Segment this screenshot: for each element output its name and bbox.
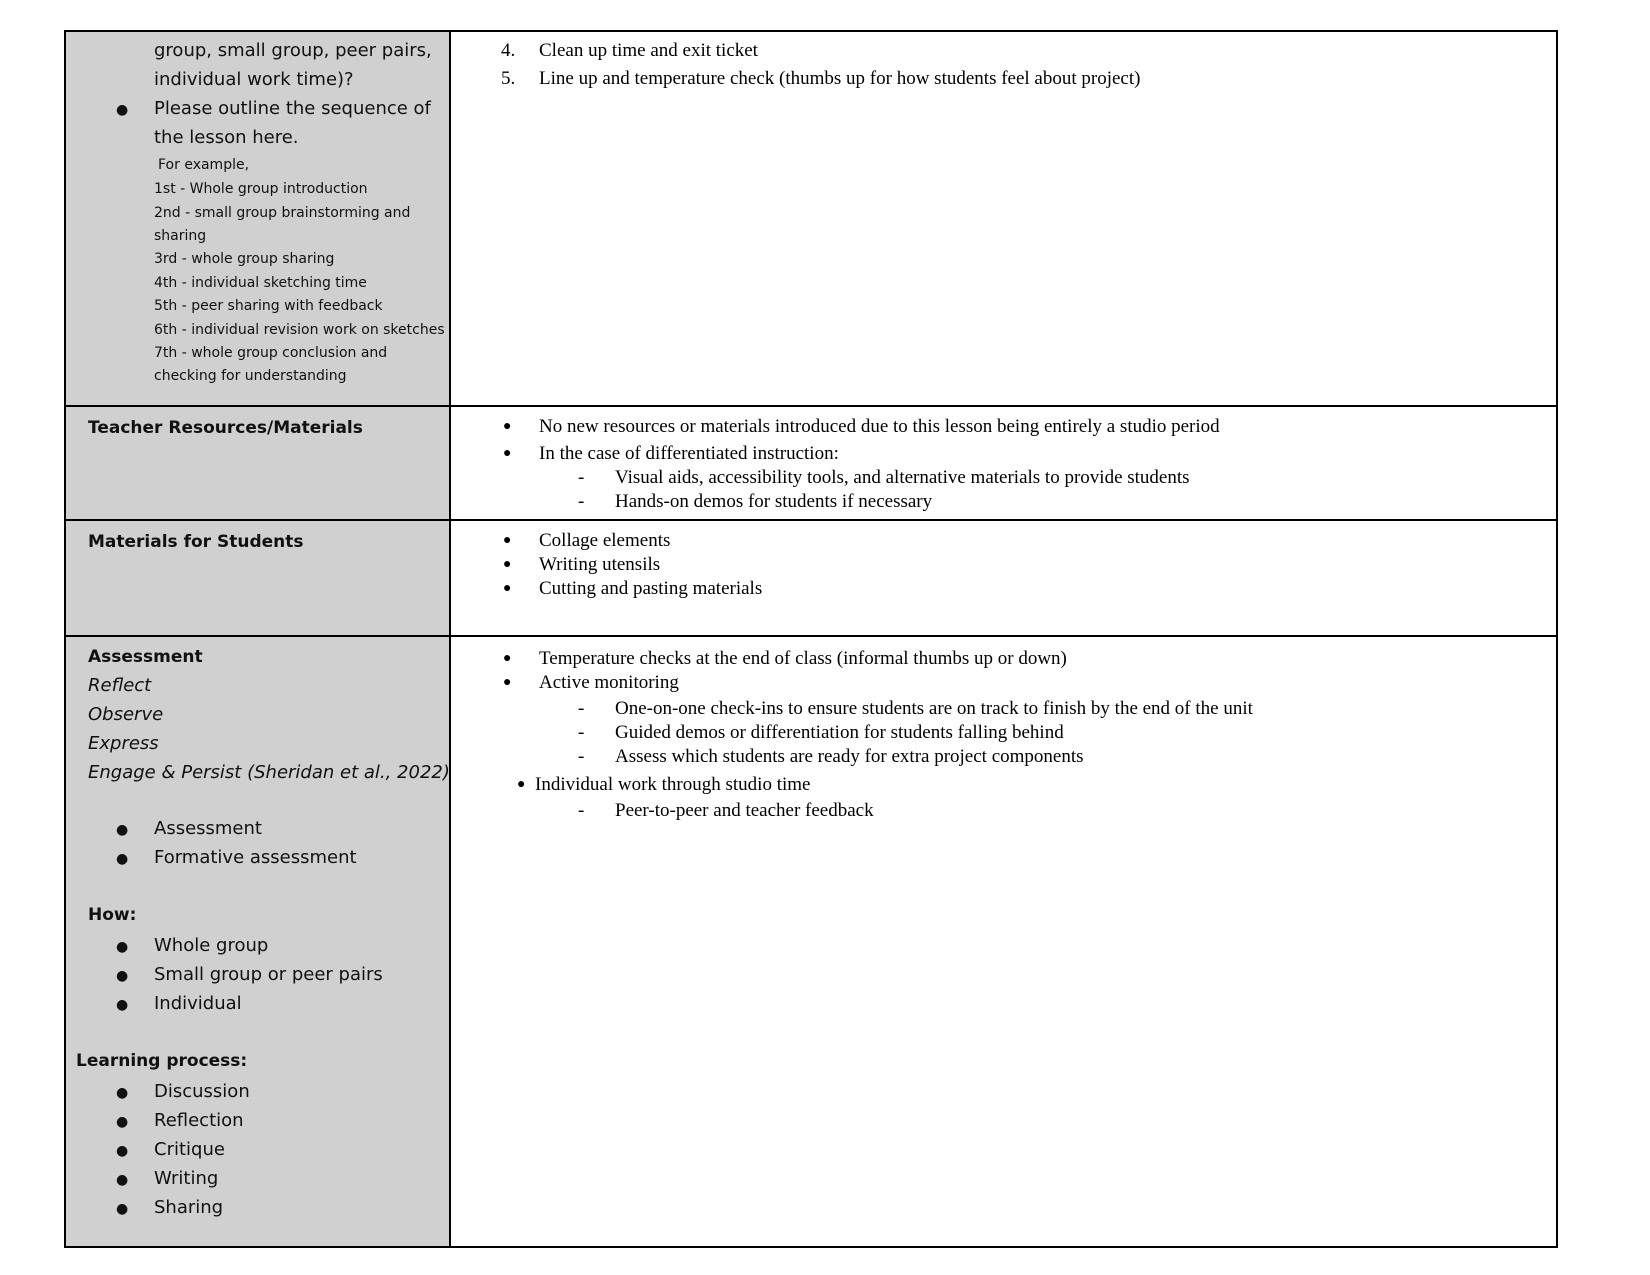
- monitoring-item: Assess which students are ready for extra project components: [615, 746, 1084, 767]
- dash-icon: -: [578, 800, 585, 821]
- bullet-icon: ●: [116, 968, 129, 984]
- assessment-bullet: Temperature checks at the end of class (informal thumbs up or down): [539, 648, 1067, 669]
- example-step: 4th - individual sketching time: [154, 275, 367, 291]
- bullet-icon: ●: [116, 822, 129, 838]
- row-teacher-resources: [66, 407, 1556, 521]
- bullet-icon: ●: [116, 1143, 129, 1159]
- assessment-heading: Assessment: [88, 647, 203, 667]
- material-item: Writing utensils: [539, 554, 661, 575]
- resource-sub-item: Visual aids, accessibility tools, and alternative materials to provide students: [615, 467, 1190, 488]
- example-step: checking for understanding: [154, 368, 347, 384]
- assessment-type: Formative assessment: [154, 847, 357, 868]
- example-step: 7th - whole group conclusion and: [154, 345, 388, 361]
- assessment-content-cell: [451, 637, 1556, 1246]
- bullet-icon: ●: [503, 675, 512, 690]
- bullet-icon: ●: [116, 1201, 129, 1217]
- lesson-sequence-steps-cell: [451, 32, 1556, 405]
- monitoring-item: One-on-one check-ins to ensure students are on track to finish by the end of the unit: [615, 698, 1253, 719]
- step-number: 4.: [501, 40, 516, 61]
- bullet-icon: ●: [503, 557, 512, 572]
- bullet-icon: ●: [116, 851, 129, 867]
- bullet-icon: ●: [517, 777, 526, 792]
- how-item: Whole group: [154, 935, 269, 956]
- learning-item: Discussion: [154, 1081, 250, 1102]
- resource-sub-item: Hands-on demos for students if necessary: [615, 491, 933, 512]
- monitoring-item: Guided demos or differentiation for students falling behind: [615, 722, 1064, 743]
- row-student-materials: [66, 521, 1556, 637]
- assessment-type: Assessment: [154, 818, 262, 839]
- learning-process-label: Learning process:: [76, 1051, 248, 1071]
- student-materials-label-cell: [66, 521, 451, 635]
- prompt-line: Please outline the sequence of: [154, 98, 431, 119]
- example-step: 3rd - whole group sharing: [154, 251, 335, 267]
- teacher-resources-content-cell: [451, 407, 1556, 519]
- learning-item: Sharing: [154, 1197, 224, 1218]
- dash-icon: -: [578, 722, 585, 743]
- bullet-icon: ●: [116, 997, 129, 1013]
- resource-bullet: In the case of differentiated instruction:: [539, 443, 839, 464]
- teacher-resources-heading: Teacher Resources/Materials: [88, 418, 363, 438]
- assessment-italic-line: Engage & Persist (Sheridan et al., 2022): [88, 762, 450, 783]
- assessment-bullet: Active monitoring: [539, 672, 679, 693]
- learning-item: Reflection: [154, 1110, 244, 1131]
- prompt-line: group, small group, peer pairs,: [154, 40, 432, 61]
- prompt-line: the lesson here.: [154, 127, 299, 148]
- prompt-line: individual work time)?: [154, 69, 354, 90]
- bullet-icon: ●: [503, 651, 512, 666]
- bullet-icon: ●: [503, 533, 512, 548]
- studio-item: Peer-to-peer and teacher feedback: [615, 800, 874, 821]
- bullet-icon: ●: [116, 1114, 129, 1130]
- student-materials-content-cell: [451, 521, 1556, 635]
- studio-bullet: Individual work through studio time: [535, 774, 811, 795]
- dash-icon: -: [578, 491, 585, 512]
- example-step: sharing: [154, 228, 207, 244]
- bullet-icon: ●: [503, 419, 512, 434]
- bullet-icon: ●: [116, 1172, 129, 1188]
- step-text: Line up and temperature check (thumbs up for how students feel about project): [539, 68, 1141, 89]
- material-item: Cutting and pasting materials: [539, 578, 763, 599]
- example-step: 6th - individual revision work on sketches: [154, 322, 445, 338]
- row-lesson-sequence: [66, 32, 1556, 407]
- assessment-italic-line: Reflect: [88, 675, 152, 696]
- assessment-label-cell: [66, 637, 451, 1246]
- bullet-icon: ●: [116, 939, 129, 955]
- step-number: 5.: [501, 68, 516, 89]
- example-step: 1st - Whole group introduction: [154, 181, 368, 197]
- resource-bullet: No new resources or materials introduced due to this lesson being entirely a studio period: [539, 416, 1220, 437]
- learning-item: Writing: [154, 1168, 219, 1189]
- dash-icon: -: [578, 698, 585, 719]
- dash-icon: -: [578, 746, 585, 767]
- step-text: Clean up time and exit ticket: [539, 40, 758, 61]
- learning-item: Critique: [154, 1139, 225, 1160]
- how-label: How:: [88, 905, 137, 925]
- lesson-plan-table: [64, 30, 1558, 1248]
- assessment-italic-line: Express: [88, 733, 159, 754]
- bullet-icon: ●: [503, 581, 512, 596]
- how-item: Small group or peer pairs: [154, 964, 383, 985]
- bullet-icon: ●: [116, 102, 129, 118]
- example-label: For example,: [158, 157, 250, 173]
- example-step: 5th - peer sharing with feedback: [154, 298, 383, 314]
- bullet-icon: ●: [503, 446, 512, 461]
- lesson-sequence-prompt-cell: [66, 32, 451, 405]
- row-assessment: [66, 637, 1556, 1246]
- dash-icon: -: [578, 467, 585, 488]
- material-item: Collage elements: [539, 530, 671, 551]
- student-materials-heading: Materials for Students: [88, 532, 304, 552]
- example-step: 2nd - small group brainstorming and: [154, 205, 411, 221]
- bullet-icon: ●: [116, 1085, 129, 1101]
- assessment-italic-line: Observe: [88, 704, 164, 725]
- how-item: Individual: [154, 993, 242, 1014]
- teacher-resources-label-cell: [66, 407, 451, 519]
